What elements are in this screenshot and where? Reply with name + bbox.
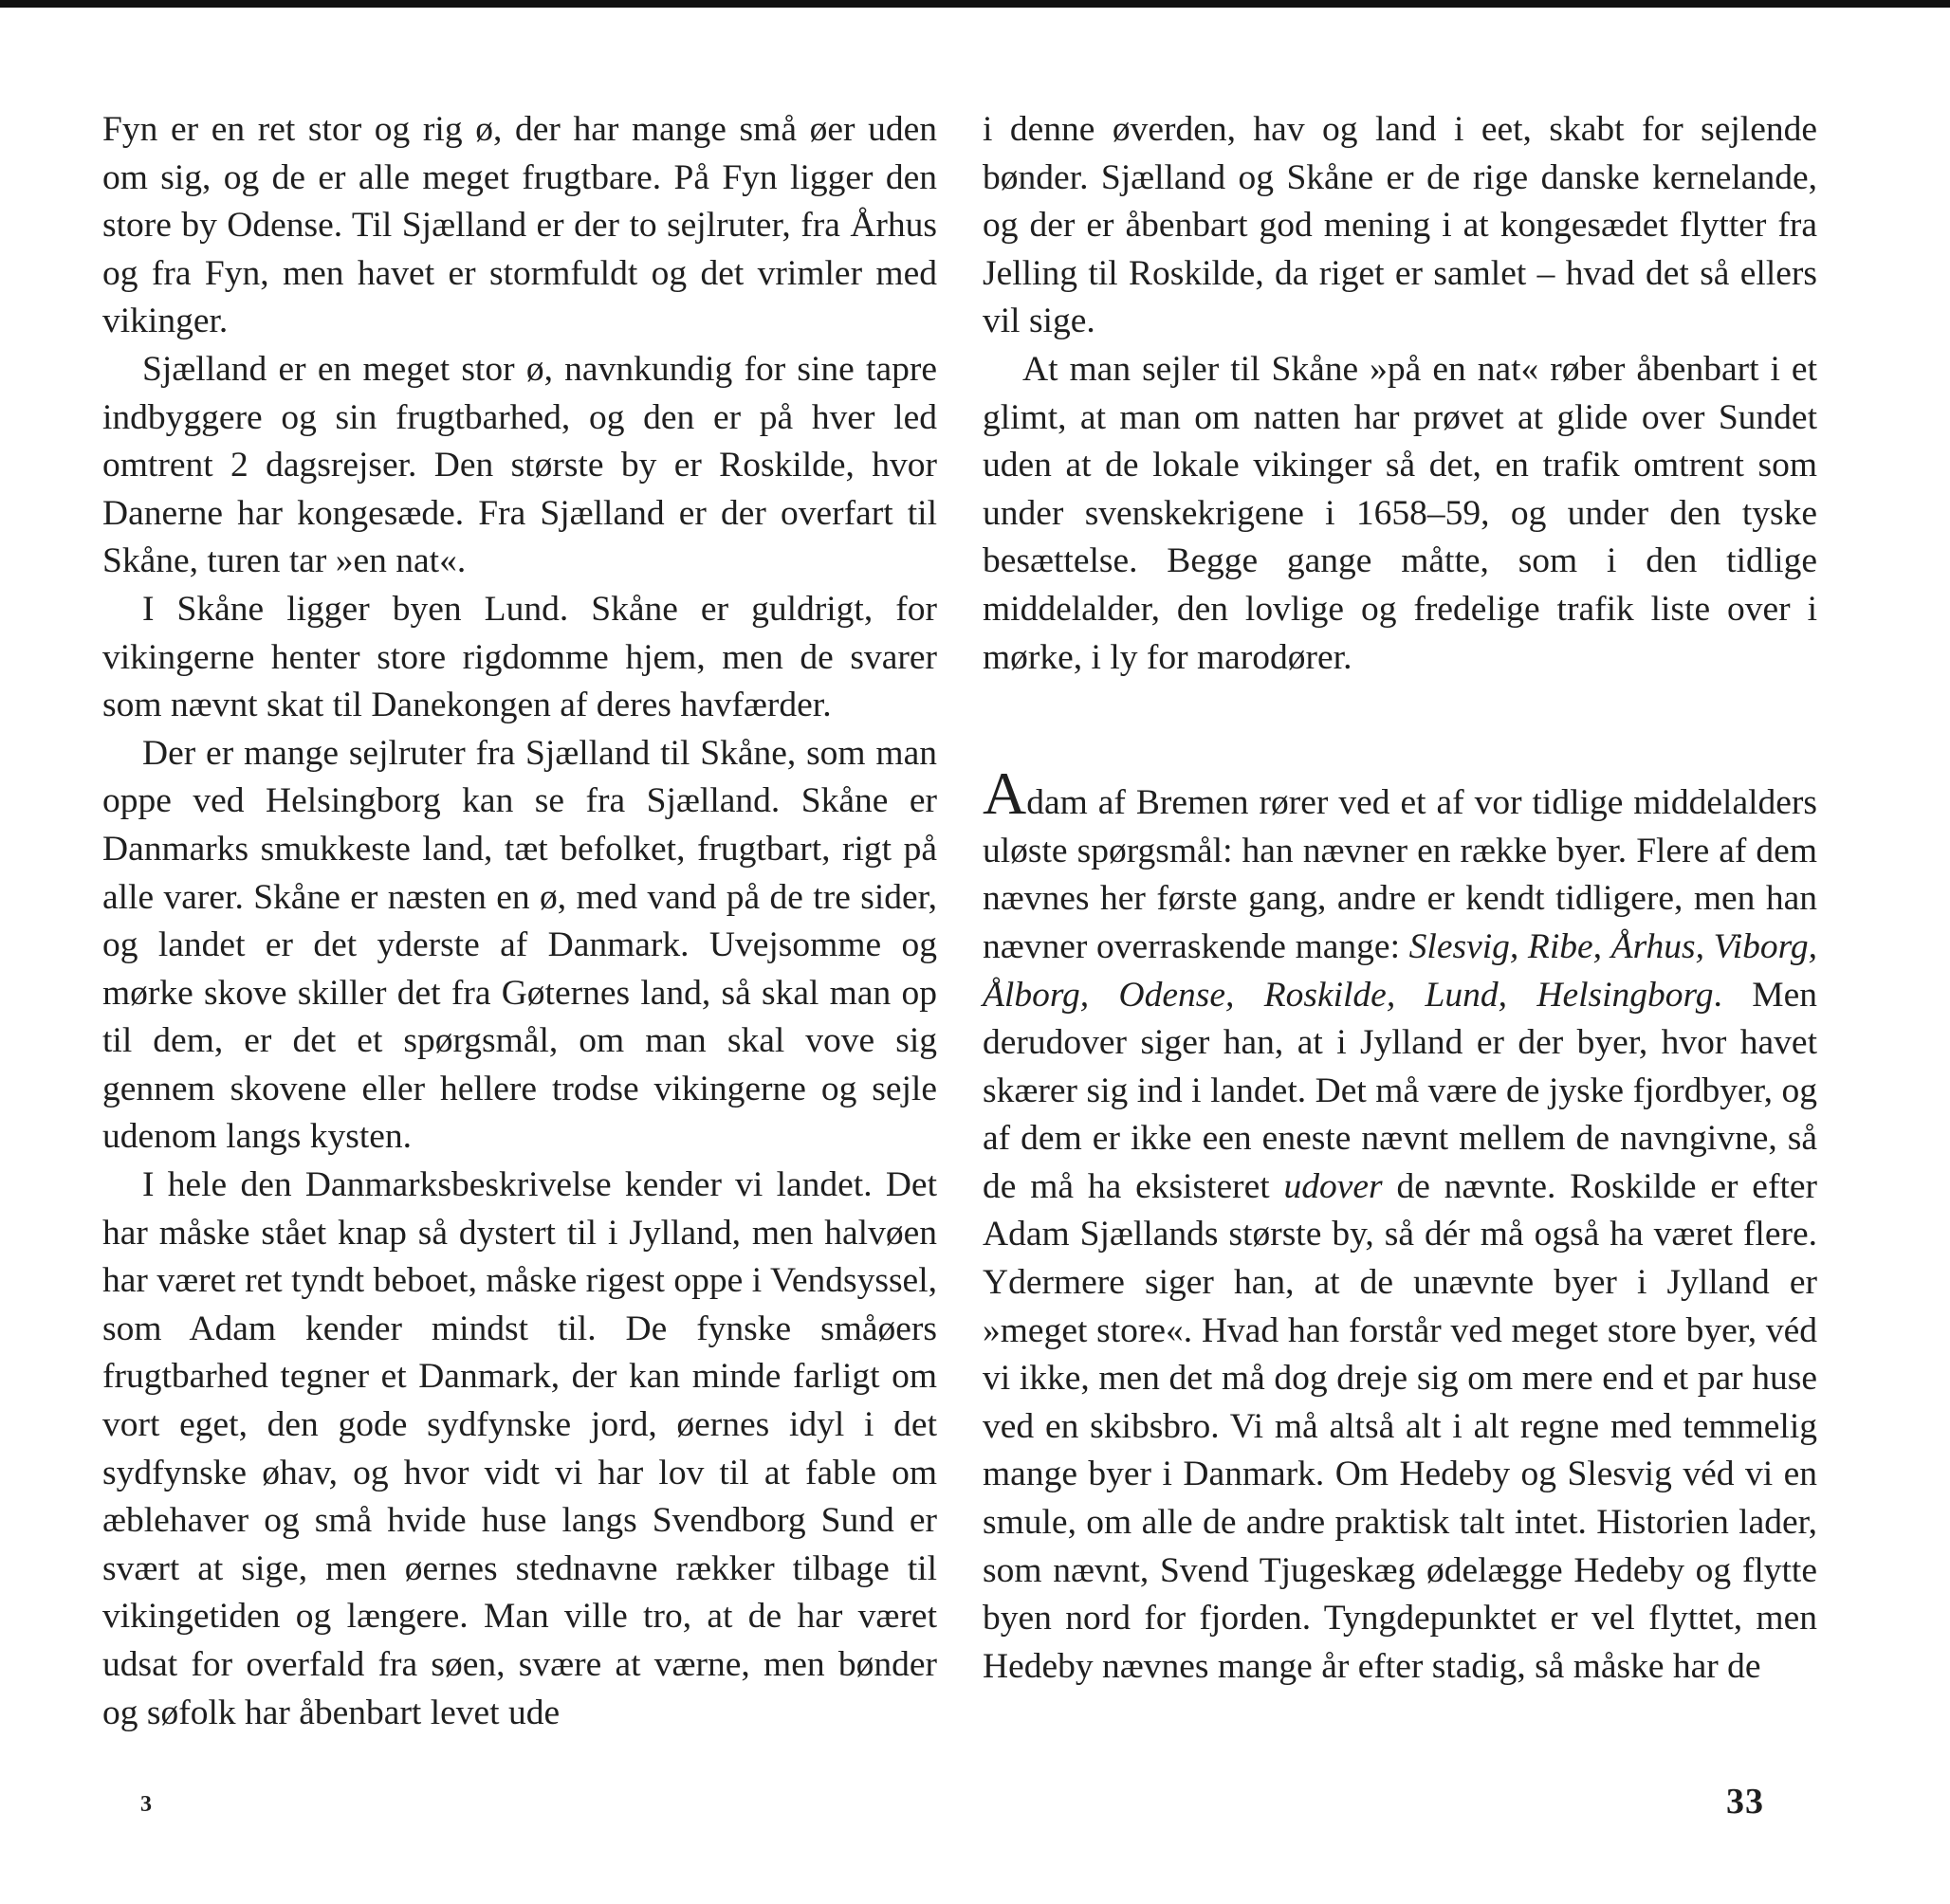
paragraph-fyn: Fyn er en ret stor og rig ø, der har mange små øer uden om sig, og de er alle meget frugtbare. På Fyn ligger den store by Odense. Til Sjælland er der to sejlruter, fra Århus og fra Fyn, men havet er stormfuldt og det vrimler med vikinger. [102, 110, 937, 341]
paragraph-text-part-2: . Men derudover siger han, at i Jylland er der byer, hvor havet skærer sig ind i landet. Det må være de jyske fjordbyer, og af dem er ikke een eneste nævnt mellem de navngivne, så de må ha eksisteret [983, 975, 1817, 1206]
signature-mark: 3 [140, 1792, 152, 1817]
page-number: 33 [1726, 1782, 1764, 1822]
top-border-rule [0, 0, 1950, 8]
left-column [102, 106, 937, 1737]
right-column [983, 106, 1817, 1691]
paragraph-text-part-1: dam af Bremen rører ved et af vor tidlige middelalders uløste spørgsmål: han nævner en række byer. Flere af dem nævnes her første gang, andre er kendt tidligere, men han nævner overraskende mange: [983, 783, 1817, 966]
paragraph-danmarksbeskrivelse: I hele den Danmarksbeskrivelse kender vi landet. Det har måske stået knap så dystert til i Jylland, men halvøen har været ret tyndt beboet, måske rigest oppe i Vendsyssel, som Adam kender mindst til. De fynske småøers frugtbarhed tegner et Danmark, der kan minde farligt om vort eget, den gode sydfynske jord, øernes idyl i det sydfynske øhav, og hvor vidt vi har lov til at fable om æblehaver og små hvide huse langs Svendborg Sund er svært at sige, men øernes stednavne rækker tilbage til vikingetiden og længere. Man ville tro, at de har været udsat for overfald fra søen, svære at værne, men bønder og søfolk har åbenbart levet ude [102, 1165, 937, 1732]
town-list: Slesvig, Ribe, Århus, Viborg, Ålborg, Odense, Roskilde, Lund, Helsingborg [983, 926, 1817, 1015]
emphasis-udover: udover [1283, 1166, 1383, 1206]
paragraph-adam-af-bremen [983, 760, 1817, 1691]
paragraph-paa-en-nat: At man sejler til Skåne »på en nat« røber åbenbart i et glimt, at man om natten har prøvet at glide over Sundet uden at de lokale vikinger så det, en trafik omtrent som under svenskekrigene i 1658–59, og under den tyske besættelse. Begge gange måtte, som i den tidlige middelalder, den lovlige og fredelige trafik liste over i mørke, i ly for marodører. [983, 349, 1817, 677]
section-break [983, 682, 1817, 775]
paragraph-text-part-3: de nævnte. Roskilde er efter Adam Sjællands største by, så dér må også ha været flere. Ydermere siger han, at de unævnte byer i Jylland er »meget store«. Hvad han forstår ved meget store byer, véd vi ikke, men det må dog dreje sig om mere end et par huse ved en skibsbro. Vi må altså alt i alt regne med temmelig mange byer i Danmark. Om Hedeby og Slesvig véd vi en smule, om alle de andre praktisk talt intet. Historien lader, som nævnt, Svend Tjugeskæg ødelægge Hedeby og flytte byen nord for fjorden. Tyngdepunktet er vel flyttet, men Hedeby nævnes mange år efter stadig, så måske har de [983, 1166, 1817, 1686]
paragraph-skaane-lund: I Skåne ligger byen Lund. Skåne er guldrigt, for vikingerne henter store rigdomme hjem, men de svarer som nævnt skat til Danekongen af deres havfærder. [102, 589, 937, 725]
paragraph-sjaelland: Sjælland er en meget stor ø, navnkundig for sine tapre indbyggere og sin frugtbarhed, og den er på hver led omtrent 2 dagsrejser. Den største by er Roskilde, hvor Danerne har kongesæde. Fra Sjælland er der overfart til Skåne, turen tar »en nat«. [102, 349, 937, 581]
paragraph-oeverden: i denne øverden, hav og land i eet, skabt for sejlende bønder. Sjælland og Skåne er de rige danske kernelande, og der er åbenbart god mening i at kongesædet flytter fra Jelling til Roskilde, da riget er samlet – hvad det så ellers vil sige. [983, 110, 1817, 341]
drop-cap: A [983, 760, 1027, 828]
paragraph-sejlruter: Der er mange sejlruter fra Sjælland til Skåne, som man oppe ved Helsingborg kan se fra Sjælland. Skåne er Danmarks smukkeste land, tæt befolket, frugtbart, rigt på alle varer. Skåne er næsten en ø, med vand på de tre sider, og landet er det yderste af Danmark. Uvejsomme og mørke skove skiller det fra Gøternes land, så skal man op til dem, er det et spørgsmål, om man skal vove sig gennem skovene eller hellere trodse vikingerne og sejle udenom langs kysten. [102, 733, 937, 1157]
